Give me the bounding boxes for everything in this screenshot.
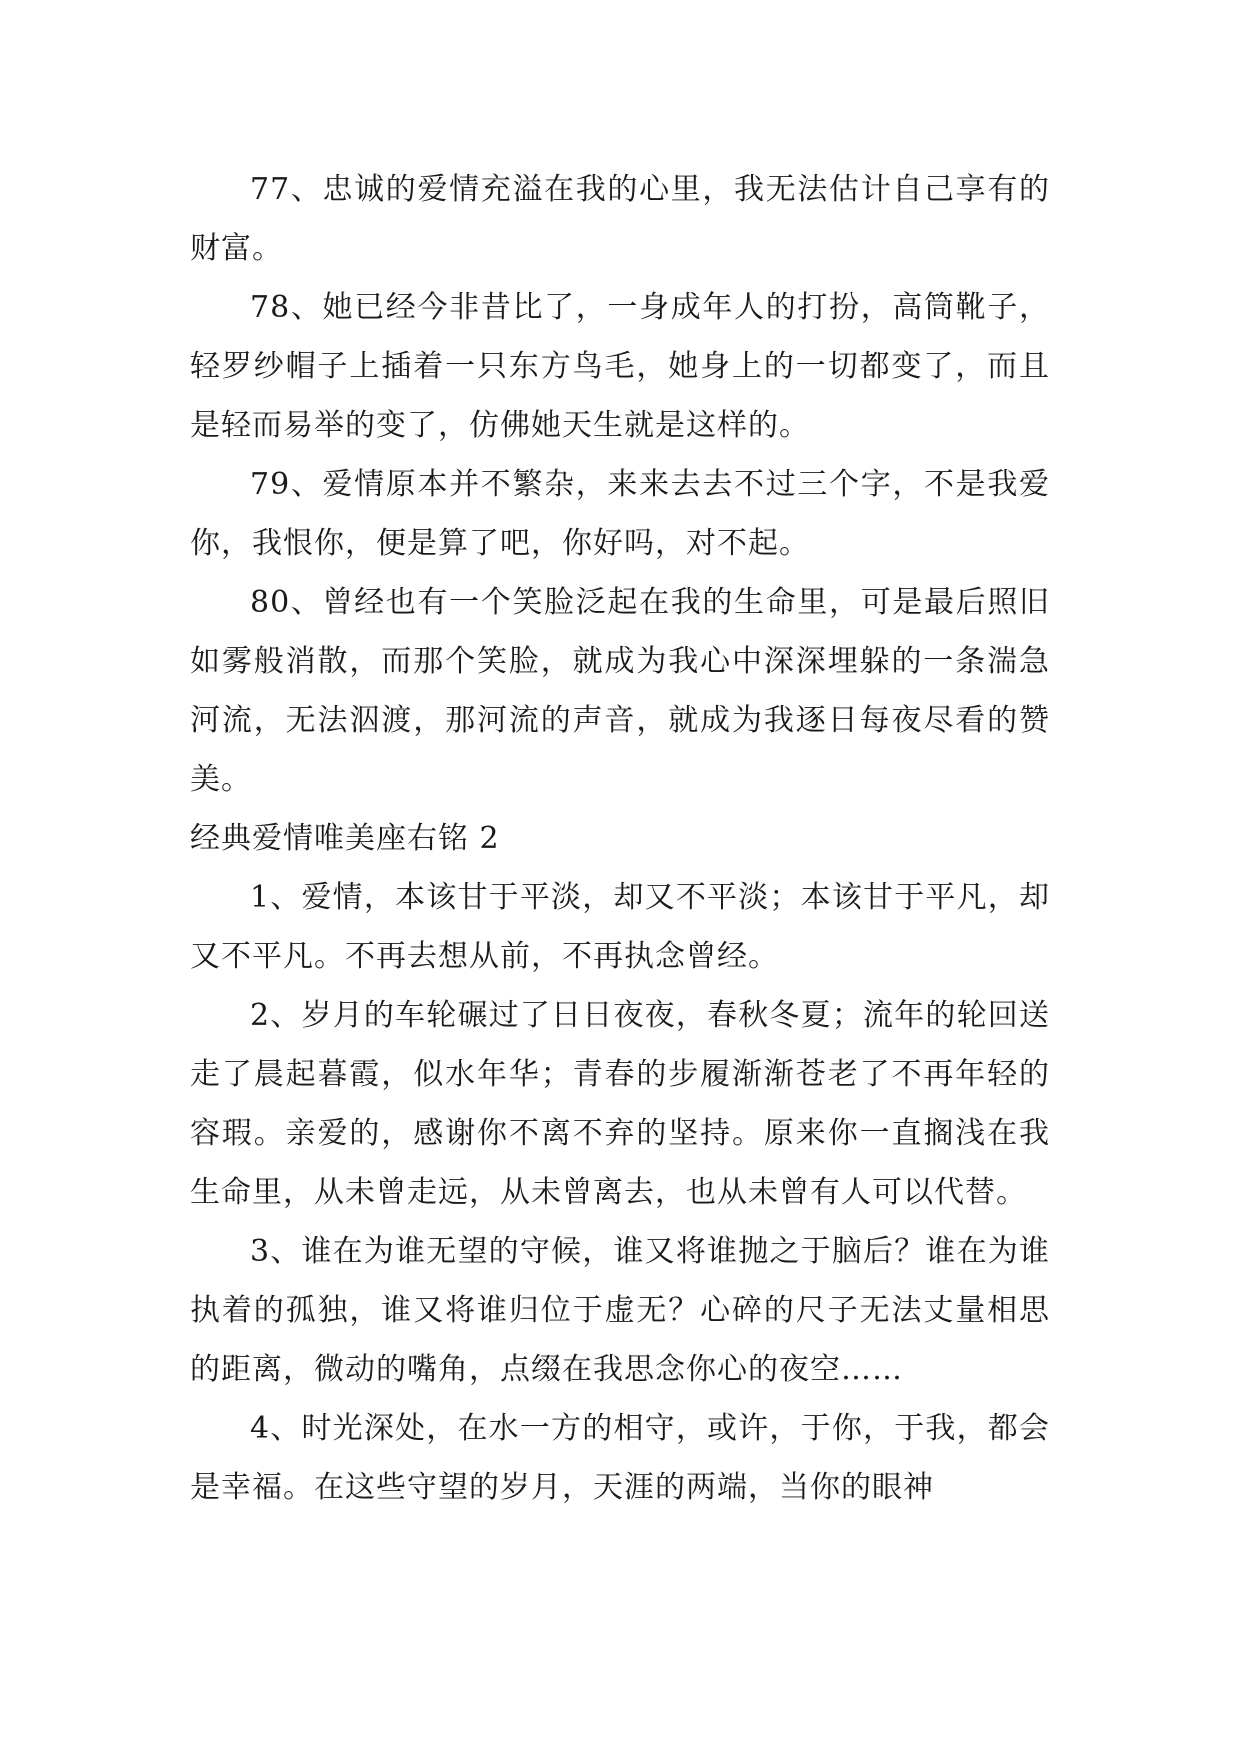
paragraph-3: 3、谁在为谁无望的守候，谁又将谁抛之于脑后？谁在为谁执着的孤独，谁又将谁归位于虚无？心碎的尺子无法丈量相思的距离，微动的嘴角，点缀在我思念你心的夜空…… [190, 1234, 1050, 1387]
paragraph-78: 78、她已经今非昔比了，一身成年人的打扮，高筒靴子，轻罗纱帽子上插着一只东方鸟毛，她身上的一切都变了，而且是轻而易举的变了，仿佛她天生就是这样的。 [190, 290, 1050, 443]
paragraph-79: 79、爱情原本并不繁杂，来来去去不过三个字，不是我爱你，我恨你，便是算了吧，你好吗，对不起。 [190, 467, 1050, 561]
paragraph-80: 80、曾经也有一个笑脸泛起在我的生命里，可是最后照旧如雾般消散，而那个笑脸，就成为我心中深深埋躲的一条湍急河流，无法泅渡，那河流的声音，就成为我逐日每夜尽看的赞美。 [190, 585, 1050, 797]
paragraph-4: 4、时光深处，在水一方的相守，或许，于你，于我，都会是幸福。在这些守望的岁月，天涯的两端，当你的眼神 [190, 1411, 1050, 1505]
paragraph-1: 1、爱情，本该甘于平淡，却又不平淡；本该甘于平凡，却又不平凡。不再去想从前，不再执念曾经。 [190, 880, 1050, 974]
paragraph-2: 2、岁月的车轮碾过了日日夜夜，春秋冬夏；流年的轮回送走了晨起暮霞，似水年华；青春的步履渐渐苍老了不再年轻的容瑕。亲爱的，感谢你不离不弃的坚持。原来你一直搁浅在我生命里，从未曾走远，从未曾离去，也从未曾有人可以代替。 [190, 998, 1050, 1210]
paragraph-77: 77、忠诚的爱情充溢在我的心里，我无法估计自己享有的财富。 [190, 172, 1050, 266]
section-heading: 经典爱情唯美座右铭 2 [190, 821, 500, 856]
document-body [190, 160, 1050, 1517]
